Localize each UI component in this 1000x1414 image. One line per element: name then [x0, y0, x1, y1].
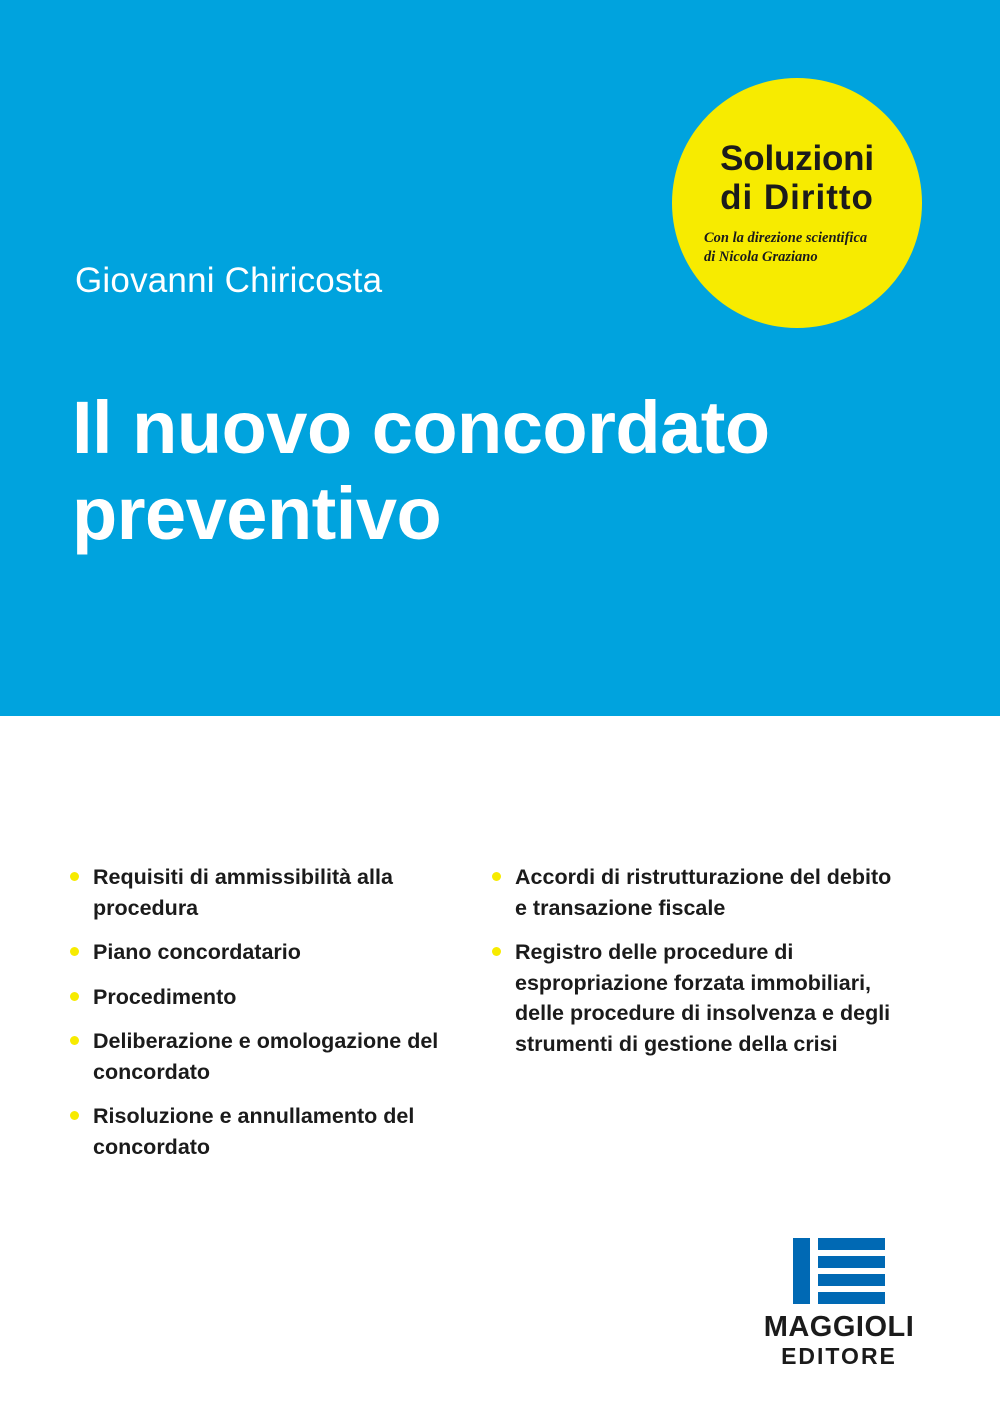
series-badge	[672, 78, 922, 328]
maggioli-logo-icon	[793, 1238, 885, 1304]
list-item: Piano concordatario	[66, 937, 445, 968]
list-item: Accordi di ristrutturazione del debito e transazione fiscale	[488, 862, 900, 923]
list-item: Procedimento	[66, 982, 445, 1013]
topics-column-right	[445, 862, 900, 1176]
book-title-line2: preventivo	[72, 471, 442, 555]
book-title-line1: Il nuovo concordato	[72, 386, 770, 469]
series-badge-subtitle	[704, 229, 890, 267]
list-item: Requisiti di ammissibilità alla procedura	[66, 862, 445, 923]
series-badge-title-line2: di Diritto	[720, 178, 874, 218]
publisher-name: MAGGIOLI	[763, 1311, 915, 1344]
list-item: Risoluzione e annullamento del concordato	[66, 1101, 445, 1162]
list-item: Registro delle procedure di espropriazione forzata immobiliari, delle procedure di insolvenza e degli strumenti di gestione della crisi	[488, 937, 900, 1059]
publisher-suffix: EDITORE	[781, 1342, 897, 1369]
list-item: Deliberazione e omologazione del concordato	[66, 1026, 445, 1087]
publisher-logo	[750, 1238, 928, 1369]
topics-list	[0, 862, 1000, 1176]
series-badge-title-line1: Soluzioni	[720, 138, 874, 178]
book-title	[72, 385, 912, 557]
topics-column-left	[0, 862, 445, 1176]
series-badge-subtitle-line2: di Nicola Graziano	[704, 249, 818, 266]
series-badge-subtitle-line1: Con la direzione scientifica	[704, 230, 868, 247]
series-badge-title	[720, 139, 874, 217]
author-name: Giovanni Chiricosta	[75, 261, 383, 300]
